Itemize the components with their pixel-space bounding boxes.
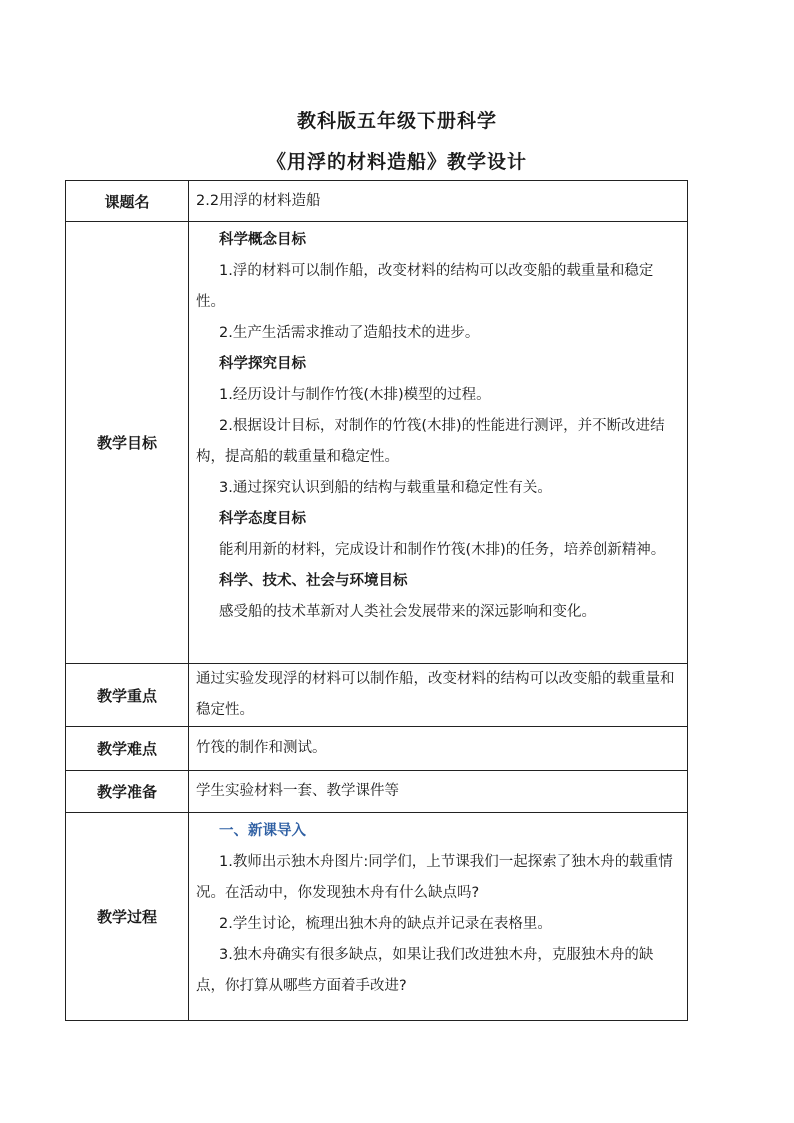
difficulty-value: 竹筏的制作和测试。 [189,727,688,771]
sts-objective-heading: 科学、技术、社会与环境目标 [219,573,408,589]
inquiry-objective-2: 2.根据设计目标，对制作的竹筏(木排)的性能进行测评，并不断改进结构，提高船的载重量和稳定性。 [196,418,665,465]
preparation-value: 学生实验材料一套、教学课件等 [189,771,688,813]
row-label-objectives: 教学目标 [66,222,189,664]
document-title: 教科版五年级下册科学 [296,110,497,132]
sts-objective-1: 感受船的技术革新对人类社会发展带来的深远影响和变化。 [219,604,596,620]
topic-value: 2.2用浮的材料造船 [189,181,688,222]
table-row-difficulty [66,727,688,771]
lesson-plan-table [65,180,688,1021]
section-heading-intro: 一、新课导入 [219,823,306,839]
table-row-objectives [66,222,688,664]
row-label-topic: 课题名 [66,181,189,222]
inquiry-objective-heading: 科学探究目标 [219,356,306,372]
inquiry-objective-1: 1.经历设计与制作竹筏(木排)模型的过程。 [219,387,491,403]
objectives-content [189,222,688,664]
process-content [189,813,688,1021]
concept-objective-1: 1.浮的材料可以制作船，改变材料的结构可以改变船的载重量和稳定性。 [196,263,654,310]
inquiry-objective-3: 3.通过探究认识到船的结构与载重量和稳定性有关。 [219,480,552,496]
table-row-topic [66,181,688,222]
row-label-key-point: 教学重点 [66,664,189,727]
table-row-preparation [66,771,688,813]
row-label-preparation: 教学准备 [66,771,189,813]
row-label-difficulty: 教学难点 [66,727,189,771]
concept-objective-heading: 科学概念目标 [219,232,306,248]
table-row-key-point [66,664,688,727]
attitude-objective-heading: 科学态度目标 [219,511,306,527]
table-row-process [66,813,688,1021]
row-label-process: 教学过程 [66,813,189,1021]
process-step-1: 1.教师出示独木舟图片:同学们，上节课我们一起探索了独木舟的载重情况。在活动中，你发现独木舟有什么缺点吗? [196,854,673,901]
document-subtitle: 《用浮的材料造船》教学设计 [266,151,527,173]
key-point-value: 通过实验发现浮的材料可以制作船，改变材料的结构可以改变船的载重量和稳定性。 [189,664,688,727]
process-step-3: 3.独木舟确实有很多缺点，如果让我们改进独木舟，克服独木舟的缺点，你打算从哪些方面着手改进? [196,947,654,994]
attitude-objective-1: 能利用新的材料，完成设计和制作竹筏(木排)的任务，培养创新精神。 [219,542,666,558]
process-step-2: 2.学生讨论，梳理出独木舟的缺点并记录在表格里。 [219,916,552,932]
concept-objective-2: 2.生产生活需求推动了造船技术的进步。 [219,325,480,341]
